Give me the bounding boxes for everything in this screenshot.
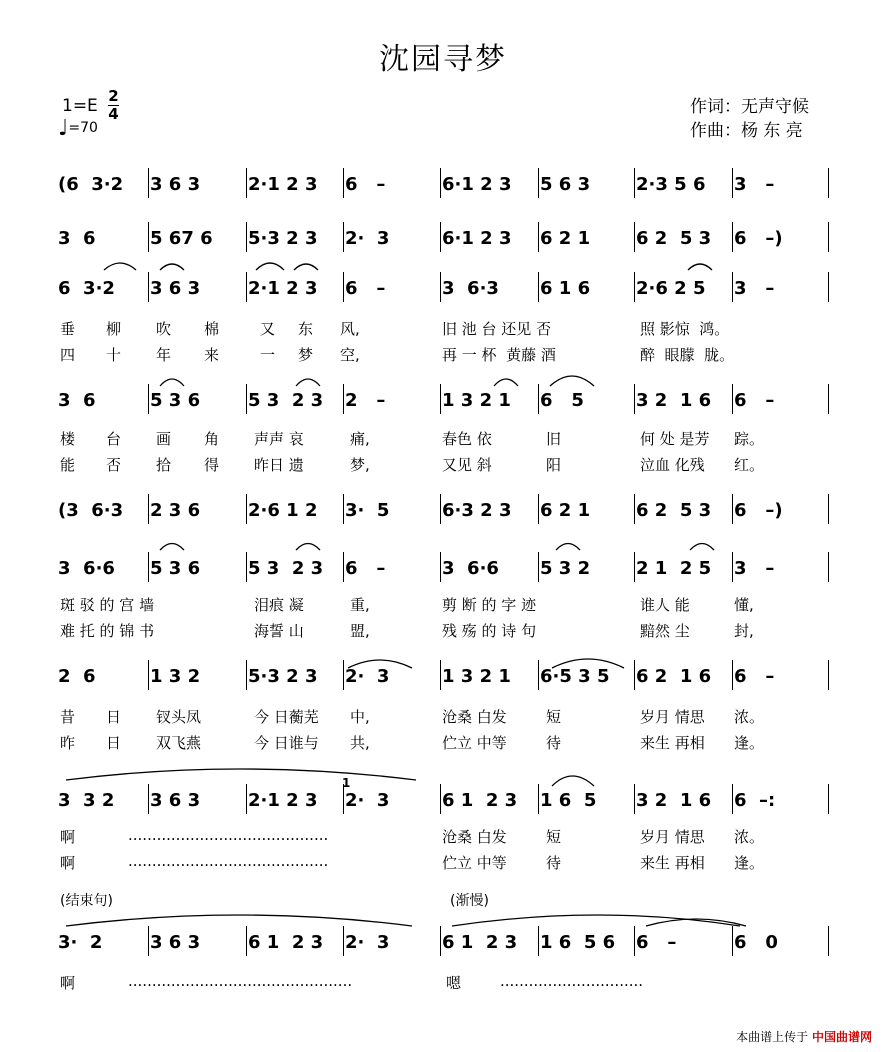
measure: 2 3 6 [150, 500, 201, 521]
lyric-word: 梦 [298, 346, 314, 364]
measure: 5·3 2 3 [248, 666, 318, 687]
barline [732, 494, 733, 524]
measure: 6 2 1 6 [636, 666, 712, 687]
lyric-word: 东 [298, 320, 314, 338]
measure: 3 6 3 [150, 790, 201, 811]
barline [828, 784, 829, 814]
barline [634, 784, 635, 814]
lyric-word: 醉 眼朦 胧。 [640, 346, 735, 364]
measure: 6 – [345, 558, 386, 579]
barline [634, 168, 635, 198]
slur [552, 776, 594, 786]
lyric-word: .......................................... [128, 852, 329, 870]
barline [634, 494, 635, 524]
lyric-word: 十 [106, 346, 122, 364]
barline [828, 222, 829, 252]
barline [440, 552, 441, 582]
barline [246, 168, 247, 198]
lyric-word: 照 影惊 鸿。 [640, 320, 730, 338]
slur [160, 264, 184, 270]
lyric-word: 今 日谁与 [254, 734, 319, 752]
measure: 1 3 2 1 [442, 390, 511, 411]
quarter-note-icon: ♩ [58, 116, 69, 141]
barline [634, 222, 635, 252]
lyric-word: .......................................... [128, 826, 329, 844]
lyric-word: 梦, [350, 456, 370, 474]
measure: (6 3·2 [58, 174, 124, 195]
barline [440, 784, 441, 814]
barline [343, 660, 344, 690]
score-system [0, 228, 886, 262]
measure: 6·1 2 3 [442, 174, 512, 195]
barline [148, 926, 149, 956]
lyric-word: 痛, [350, 430, 370, 448]
lyric-word: .............................. [500, 972, 644, 990]
measure: 2·6 2 5 [636, 278, 706, 299]
barline [343, 552, 344, 582]
lyric-word: 踪。 [734, 430, 765, 448]
tie [452, 915, 740, 926]
tempo-marking: ♩=70 [58, 116, 98, 141]
measure: 3 6·3 [442, 278, 499, 299]
lyric-word: 黯然 尘 [640, 622, 690, 640]
barline [732, 222, 733, 252]
measure: 6 – [345, 278, 386, 299]
barline [732, 926, 733, 956]
slur [690, 544, 714, 551]
lyric-word: 啊 [60, 854, 76, 872]
measure: 2· 3 [345, 666, 390, 687]
measure: 3 6 3 [150, 174, 201, 195]
measure: 3 2 1 6 [636, 790, 712, 811]
barline [440, 168, 441, 198]
lyric-word: 柳 [106, 320, 122, 338]
measure: 3· 2 [58, 932, 103, 953]
site-logo[interactable]: 中国曲谱网 [811, 1030, 872, 1044]
score-system [0, 174, 886, 208]
lyric-word: 斑 驳 的 宫 墙 [60, 596, 155, 614]
lyric-word: 伫立 中等 [442, 734, 507, 752]
ritardando-label: (渐慢) [450, 893, 489, 909]
measure: 6·5 3 5 [540, 666, 610, 687]
lyric-word: 能 [60, 456, 76, 474]
measure: 6 1 2 3 [442, 932, 518, 953]
barline [538, 926, 539, 956]
lyric-word: 啊 [60, 828, 76, 846]
lyric-word: 昨 [60, 734, 76, 752]
lyric-word: 空, [340, 346, 360, 364]
barline [828, 494, 829, 524]
slur [556, 544, 580, 551]
lyric-word: 声声 哀 [254, 430, 304, 448]
slur [296, 544, 320, 551]
lyric-word: 画 [156, 430, 172, 448]
measure: 6 1 2 3 [248, 932, 324, 953]
lyric-word: 阳 [546, 456, 562, 474]
measure: 6 1 2 3 [442, 790, 518, 811]
measure: 2· 3 [345, 790, 390, 811]
measure: 3 6 3 [150, 932, 201, 953]
lyric-word: 难 托 的 锦 书 [60, 622, 155, 640]
measure: 6 2 5 3 [636, 228, 712, 249]
barline [148, 784, 149, 814]
lyric-word: 今 日蘅芜 [254, 708, 319, 726]
measure: 2·1 2 3 [248, 278, 318, 299]
barline [538, 384, 539, 414]
slur [160, 544, 184, 551]
measure: 6 –) [734, 500, 783, 521]
lyric-word: 年 [156, 346, 172, 364]
lyric-word: 岁月 情思 [640, 828, 705, 846]
barline [148, 660, 149, 690]
lyric-word: 台 [106, 430, 122, 448]
measure: 6 – [636, 932, 677, 953]
barline [634, 552, 635, 582]
barline [732, 272, 733, 302]
lyric-word: 又见 斜 [442, 456, 492, 474]
barline [538, 494, 539, 524]
lyric-word: 逢。 [734, 854, 765, 872]
measure: 5 3 2 3 [248, 558, 324, 579]
barline [634, 384, 635, 414]
measure: 3 2 1 6 [636, 390, 712, 411]
coda-label: (结束句) [60, 893, 113, 909]
lyric-word: 浓。 [734, 828, 765, 846]
lyric-word: 日 [106, 734, 122, 752]
measure: 3 6 [58, 390, 96, 411]
barline [538, 552, 539, 582]
lyric-word: 旧 [546, 430, 562, 448]
slur [296, 379, 320, 386]
lyric-word: 短 [546, 708, 562, 726]
barline [148, 494, 149, 524]
lyric-word: 拾 [156, 456, 172, 474]
measure: 5 3 2 [540, 558, 591, 579]
volta-number: 1 [342, 776, 351, 790]
measure: 5 3 6 [150, 558, 201, 579]
slur [494, 379, 518, 386]
measure: 5·3 2 3 [248, 228, 318, 249]
score-system [0, 278, 886, 312]
measure: 1 6 5 6 [540, 932, 616, 953]
lyric-word: 待 [546, 734, 562, 752]
lyric-word: 伫立 中等 [442, 854, 507, 872]
barline [246, 222, 247, 252]
lyric-word: ............................................... [128, 972, 353, 990]
measure: 6 –) [734, 228, 783, 249]
measure: 6·3 2 3 [442, 500, 512, 521]
lyric-word: 得 [204, 456, 220, 474]
barline [828, 168, 829, 198]
barline [538, 272, 539, 302]
slur [160, 379, 184, 386]
measure: 3· 5 [345, 500, 390, 521]
lyric-word: 红。 [734, 456, 765, 474]
measure: 6 2 5 3 [636, 500, 712, 521]
barline [538, 784, 539, 814]
barline [732, 552, 733, 582]
lyric-word: 垂 [60, 320, 76, 338]
barline [246, 494, 247, 524]
tie [646, 919, 746, 926]
barline [828, 552, 829, 582]
lyric-word: 又 [260, 320, 276, 338]
barline [440, 660, 441, 690]
lyric-word: 吹 [156, 320, 172, 338]
lyric-word: 楼 [60, 430, 76, 448]
lyric-word: 角 [204, 430, 220, 448]
measure: 3 – [734, 174, 775, 195]
lyricist-credit: 作词：无声守候 [690, 97, 809, 117]
barline [440, 384, 441, 414]
measure: 1 3 2 1 [442, 666, 511, 687]
barline [828, 926, 829, 956]
barline [440, 222, 441, 252]
measure: 2· 3 [345, 228, 390, 249]
barline [634, 926, 635, 956]
lyric-word: 旧 池 台 还见 否 [442, 320, 552, 338]
measure: 5 3 6 [150, 390, 201, 411]
score-system [0, 500, 886, 534]
measure: 2·1 2 3 [248, 174, 318, 195]
score-system [0, 932, 886, 966]
lyric-word: 春色 依 [442, 430, 492, 448]
barline [538, 222, 539, 252]
barline [246, 926, 247, 956]
measure: 6 1 6 [540, 278, 591, 299]
barline [148, 384, 149, 414]
lyric-word: 何 处 是芳 [640, 430, 710, 448]
measure: 2 1 2 5 [636, 558, 712, 579]
slur [688, 264, 712, 270]
barline [634, 272, 635, 302]
lyric-word: 谁人 能 [640, 596, 690, 614]
lyric-word: 日 [106, 708, 122, 726]
barline [246, 784, 247, 814]
measure: 3 6·6 [442, 558, 499, 579]
barline [732, 384, 733, 414]
footer: 本曲谱上传于 中国曲谱网 [736, 1030, 872, 1044]
barline [343, 168, 344, 198]
lyric-word: 昔 [60, 708, 76, 726]
barline [732, 168, 733, 198]
lyric-word: 泪痕 凝 [254, 596, 304, 614]
measure: 6 – [345, 174, 386, 195]
barline [343, 272, 344, 302]
lyric-word: 嗯 [446, 974, 462, 992]
barline [538, 168, 539, 198]
lyric-word: 短 [546, 828, 562, 846]
measure: 2·6 1 2 [248, 500, 318, 521]
measure: 1 6 5 [540, 790, 597, 811]
lyric-word: 风, [340, 320, 360, 338]
score-system [0, 776, 886, 824]
measure: 2· 3 [345, 932, 390, 953]
measure: 3 – [734, 278, 775, 299]
barline [440, 926, 441, 956]
measure: 3 – [734, 558, 775, 579]
lyric-word: 盟, [350, 622, 370, 640]
barline [343, 494, 344, 524]
barline [732, 660, 733, 690]
barline [246, 384, 247, 414]
measure: 5 67 6 [150, 228, 213, 249]
measure: 2 6 [58, 666, 96, 687]
lyric-word: 一 [260, 346, 276, 364]
lyric-word: 逢。 [734, 734, 765, 752]
barline [828, 272, 829, 302]
barline [440, 494, 441, 524]
lyric-word: 沧桑 白发 [442, 708, 507, 726]
barline [246, 660, 247, 690]
page-title: 沈园寻梦 [379, 42, 507, 77]
barline [148, 272, 149, 302]
lyric-word: 来生 再相 [640, 734, 705, 752]
lyric-word: 残 殇 的 诗 句 [442, 622, 537, 640]
lyric-word: 岁月 情思 [640, 708, 705, 726]
lyric-word: 来生 再相 [640, 854, 705, 872]
measure: 6 0 [734, 932, 778, 953]
lyric-word: 双飞燕 [156, 734, 202, 752]
barline [343, 384, 344, 414]
slur [550, 376, 594, 386]
measure: (3 6·3 [58, 500, 124, 521]
slur [294, 264, 318, 270]
tie [66, 769, 416, 780]
measure: 6 – [734, 390, 775, 411]
lyric-word: 沧桑 白发 [442, 828, 507, 846]
measure: 3 6·6 [58, 558, 115, 579]
slur [104, 263, 136, 270]
lyric-word: 懂, [734, 596, 754, 614]
barline [148, 168, 149, 198]
barline [828, 384, 829, 414]
measure: 6 2 1 [540, 228, 591, 249]
measure: 3 6 [58, 228, 96, 249]
measure: 3 3 2 [58, 790, 115, 811]
barline [148, 222, 149, 252]
slur [256, 263, 284, 270]
score-system [0, 666, 886, 700]
score-system [0, 558, 886, 592]
lyric-word: 钗头凤 [156, 708, 202, 726]
lyric-word: 否 [106, 456, 122, 474]
measure: 6·1 2 3 [442, 228, 512, 249]
lyric-word: 来 [204, 346, 220, 364]
composer-credit: 作曲：杨 东 亮 [690, 121, 803, 141]
measure: 1 3 2 [150, 666, 201, 687]
lyric-word: 待 [546, 854, 562, 872]
score-system [0, 390, 886, 424]
lyric-word: 泣血 化残 [640, 456, 705, 474]
lyric-word: 剪 断 的 字 迹 [442, 596, 537, 614]
lyric-word: 四 [60, 346, 76, 364]
measure: 2·1 2 3 [248, 790, 318, 811]
measure: 3 6 3 [150, 278, 201, 299]
time-signature: 2 4 [108, 87, 119, 123]
barline [343, 926, 344, 956]
lyric-word: 再 一 杯 黄藤 酒 [442, 346, 556, 364]
barline [828, 660, 829, 690]
barline [148, 552, 149, 582]
measure: 5 3 2 3 [248, 390, 324, 411]
barline [246, 272, 247, 302]
measure: 6 – [734, 666, 775, 687]
measure: 2·3 5 6 [636, 174, 706, 195]
barline [246, 552, 247, 582]
lyric-word: 浓。 [734, 708, 765, 726]
measure: 6 5 [540, 390, 584, 411]
barline [634, 660, 635, 690]
lyric-word: 海誓 山 [254, 622, 304, 640]
measure: 6 –: [734, 790, 776, 811]
lyric-word: 共, [350, 734, 370, 752]
measure: 6 2 1 [540, 500, 591, 521]
lyric-word: 昨日 遗 [254, 456, 304, 474]
lyric-word: 重, [350, 596, 370, 614]
barline [343, 222, 344, 252]
measure: 2 – [345, 390, 386, 411]
barline [732, 784, 733, 814]
lyric-word: 棉 [204, 320, 220, 338]
measure: 6 3·2 [58, 278, 115, 299]
lyric-word: 封, [734, 622, 754, 640]
tie [66, 915, 412, 926]
key-signature: 1=E [62, 96, 98, 116]
lyric-word: 中, [350, 708, 370, 726]
measure: 5 6 3 [540, 174, 591, 195]
barline [538, 660, 539, 690]
barline [440, 272, 441, 302]
lyric-word: 啊 [60, 974, 76, 992]
